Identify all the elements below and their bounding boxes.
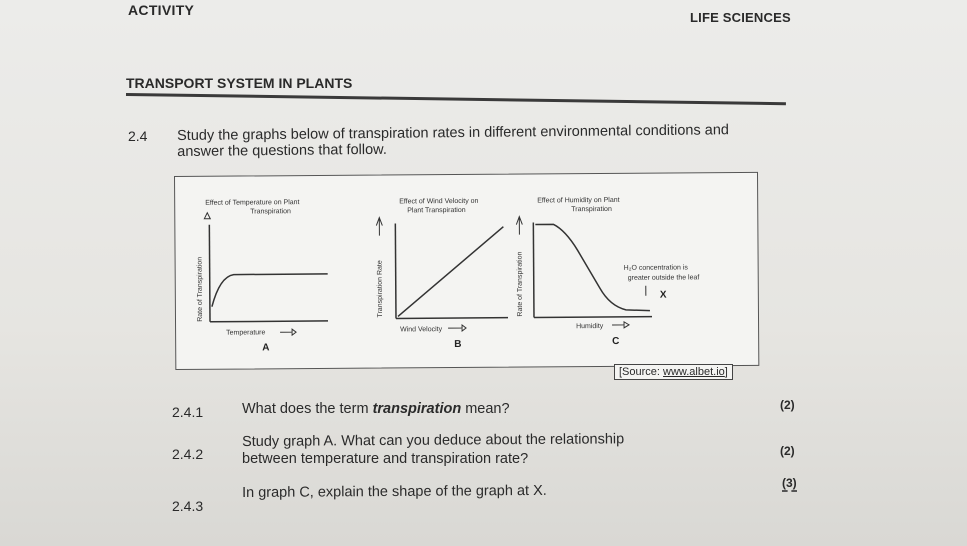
- subquestion-1-text-before: What does the term: [242, 401, 373, 417]
- graph-b-letter: B: [454, 338, 462, 351]
- graph-a-x-axis: [210, 321, 328, 322]
- subquestion-3-text: In graph C, explain the shape of the graph at X.: [242, 482, 547, 501]
- graph-a-xlabel: Temperature: [226, 329, 266, 337]
- graph-c-letter: C: [612, 335, 620, 347]
- graph-a-curve: [212, 274, 328, 307]
- graph-c-up-arrow-icon: [516, 217, 522, 235]
- graph-c: [516, 196, 700, 347]
- subquestion-3-marks: (3): [782, 476, 797, 490]
- graph-a-title-line2: Transpiration: [250, 208, 291, 216]
- graphs-svg: [175, 173, 760, 371]
- subquestion-1-marks: (2): [780, 398, 795, 412]
- subquestion-2-marks: (2): [780, 444, 795, 458]
- source-prefix: [Source:: [619, 366, 664, 378]
- graph-c-right-arrow-icon: [612, 322, 629, 328]
- graph-b-up-arrow-icon: [376, 218, 382, 236]
- subquestion-1-number: 2.4.1: [172, 404, 204, 420]
- graphs-figure: [174, 172, 759, 370]
- graph-c-ylabel: Rate of Transpiration: [516, 251, 524, 317]
- topic-title: TRANSPORT SYSTEM IN PLANTS: [126, 75, 353, 91]
- graph-b-title-line1: Effect of Wind Velocity on: [399, 197, 479, 206]
- source-link[interactable]: www.albet.io: [663, 366, 725, 378]
- subquestion-1-text: [242, 401, 510, 417]
- graph-b-y-axis: [395, 223, 396, 318]
- graph-c-annotation-line2: greater outside the leaf: [627, 274, 700, 282]
- graph-a-up-arrow-icon: [204, 213, 210, 219]
- question-text: Study the graphs below of transpiration rates in different environmental conditions and answer the questions that follow.: [177, 122, 730, 160]
- subquestion-1-text-after: mean?: [461, 401, 510, 417]
- graph-a-ylabel: Rate of Transpiration: [196, 256, 205, 322]
- source-suffix: ]: [724, 366, 728, 378]
- topic-divider: [126, 93, 786, 105]
- source-citation: [614, 364, 733, 380]
- graph-c-xlabel: Humidity: [576, 323, 604, 331]
- graph-c-y-axis: [533, 222, 534, 317]
- graph-c-marker-x: X: [659, 289, 667, 301]
- graph-a-y-axis: [209, 225, 210, 322]
- subquestion-2-number: 2.4.2: [172, 446, 204, 462]
- graph-c-x-axis: [534, 317, 652, 318]
- graph-a-letter: A: [262, 342, 270, 354]
- graph-c-annotation-line1: H₂O concentration is: [623, 264, 688, 272]
- graph-b-ylabel: Transpiration Rate: [376, 260, 384, 318]
- graph-b: [376, 198, 508, 351]
- graph-c-title-line1: Effect of Humidity on Plant: [537, 196, 620, 205]
- graph-c-title-line2: Transpiration: [571, 205, 612, 214]
- graph-b-right-arrow-icon: [448, 325, 466, 331]
- graph-a: [196, 199, 328, 354]
- subquestion-2-line2: between temperature and transpiration rate?: [242, 451, 529, 467]
- graph-b-title-line2: Plant Transpiration: [407, 206, 466, 215]
- subquestion-1-term: transpiration: [372, 401, 462, 417]
- graph-a-right-arrow-icon: [280, 329, 296, 335]
- subquestion-2-line1: Study graph A. What can you deduce about the relationship: [242, 431, 625, 450]
- graph-a-title-line1: Effect of Temperature on Plant: [205, 199, 300, 207]
- graph-b-curve: [397, 227, 504, 317]
- question-number: 2.4: [128, 128, 148, 144]
- subquestion-3-number: 2.4.3: [172, 498, 204, 514]
- graph-b-x-axis: [396, 318, 508, 319]
- subject-heading: LIFE SCIENCES: [690, 10, 791, 25]
- activity-heading: ACTIVITY: [128, 2, 195, 18]
- graph-b-xlabel: Wind Velocity: [400, 326, 443, 334]
